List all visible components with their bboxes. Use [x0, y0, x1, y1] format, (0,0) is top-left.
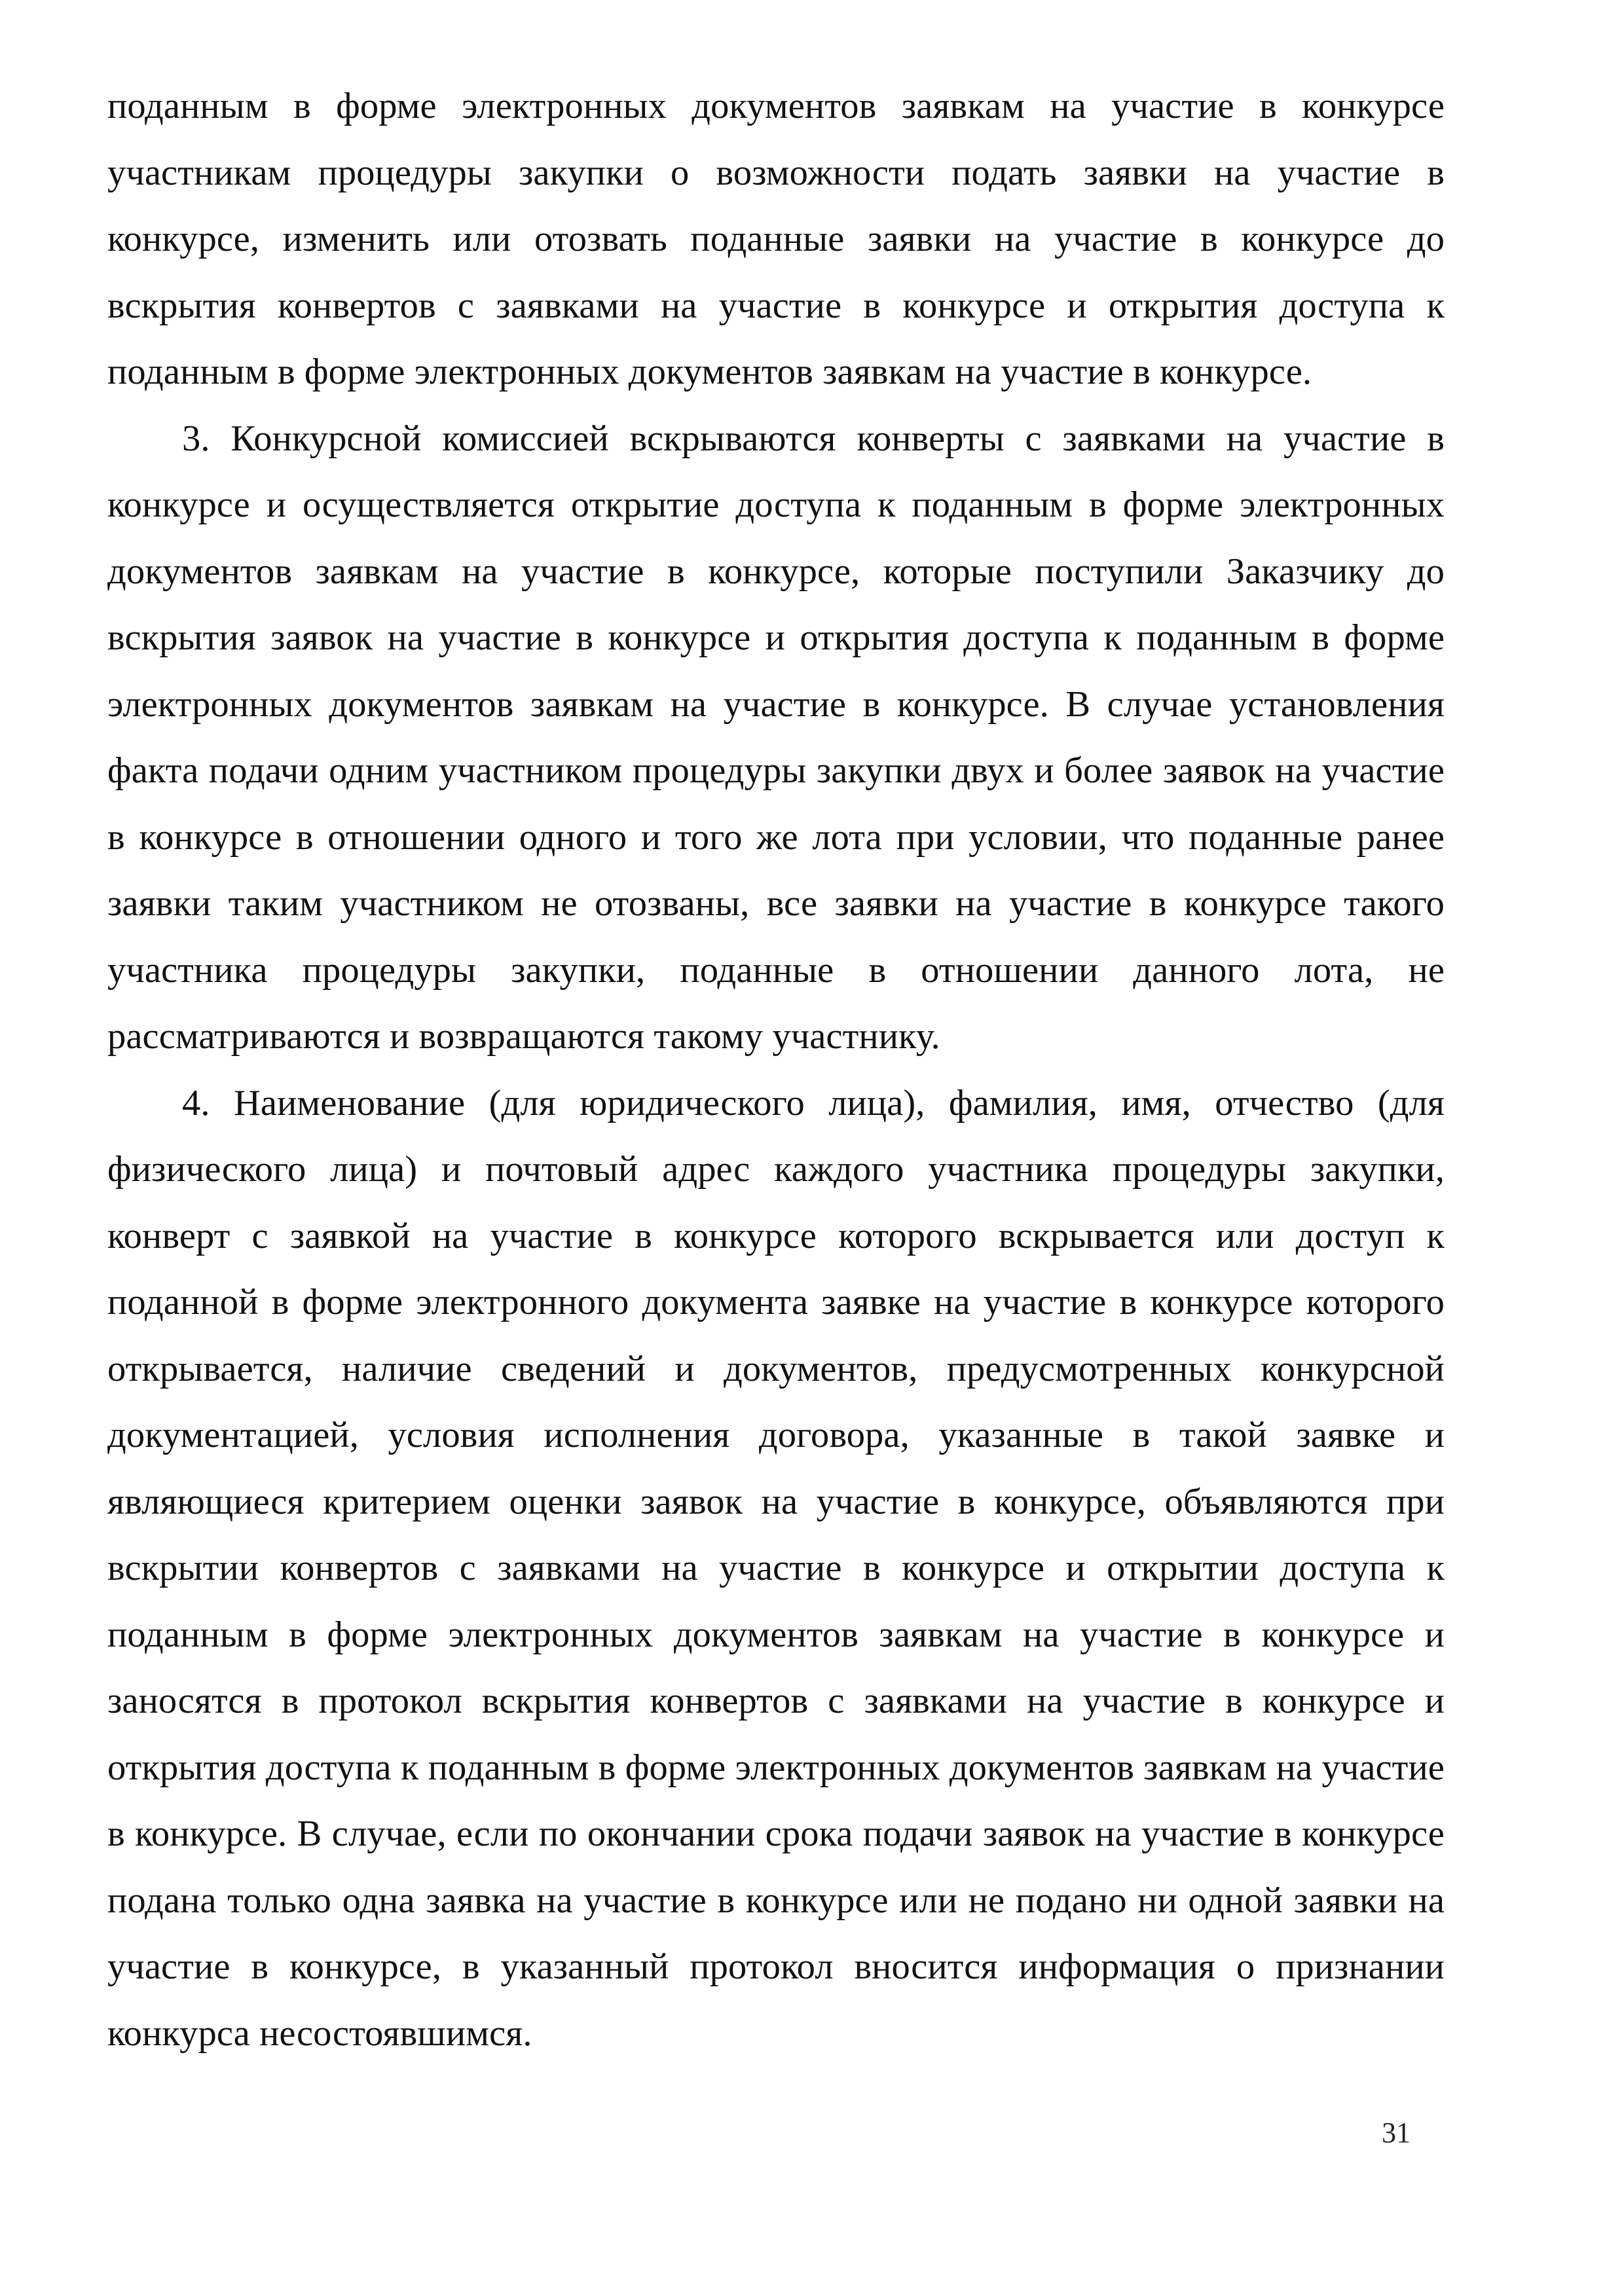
page-number: 31 [1382, 2117, 1411, 2149]
paragraph-item-4: 4. Наименование (для юридического лица), фамилия, имя, отчество (для физического лица) и почтовый адрес каждого участника процедуры закупки, конверт с заявкой на участие в конкурсе которого вскрывается или доступ к поданной в форме электронного документа заявке на участие в конкурсе которого открывается, наличие сведений и документов, предусмотренных конкурсной документацией, условия исполнения договора, указанные в такой заявке и являющиеся критерием оценки заявок на участие в конкурсе, объявляются при вскрытии конвертов с заявками на участие в конкурсе и открытии доступа к поданным в форме электронных документов заявкам на участие в конкурсе и заносятся в протокол вскрытия конвертов с заявками на участие в конкурсе и открытия доступа к поданным в форме электронных документов заявкам на участие в конкурсе. В случае, если по окончании срока подачи заявок на участие в конкурсе подана только одна заявка на участие в конкурсе или не подано ни одной заявки на участие в конкурсе, в указанный протокол вносится информация о признании конкурса несостоявшимся. [107, 1082, 1445, 2054]
document-body [107, 73, 1445, 2067]
paragraph-item-3: 3. Конкурсной комиссией вскрываются конверты с заявками на участие в конкурсе и осуществляется открытие доступа к поданным в форме электронных документов заявкам на участие в конкурсе, которые поступили Заказчику до вскрытия заявок на участие в конкурсе и открытия доступа к поданным в форме электронных документов заявкам на участие в конкурсе. В случае установления факта подачи одним участником процедуры закупки двух и более заявок на участие в конкурсе в отношении одного и того же лота при условии, что поданные ранее заявки таким участником не отозваны, все заявки на участие в конкурсе такого участника процедуры закупки, поданные в отношении данного лота, не рассматриваются и возвращаются такому участнику. [107, 418, 1445, 1057]
paragraph-continuation: поданным в форме электронных документов заявкам на участие в конкурсе участникам процедуры закупки о возможности подать заявки на участие в конкурсе, изменить или отозвать поданные заявки на участие в конкурсе до вскрытия конвертов с заявками на участие в конкурсе и открытия доступа к поданным в форме электронных документов заявкам на участие в конкурсе. [107, 86, 1445, 392]
